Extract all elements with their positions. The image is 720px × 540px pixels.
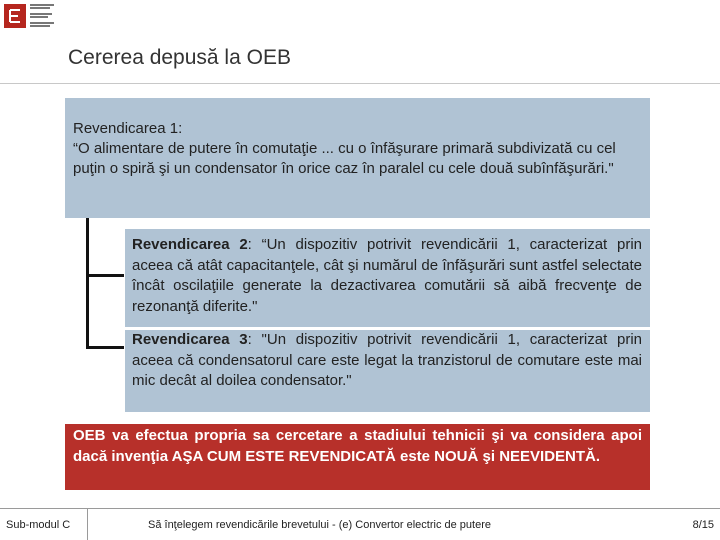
claim-2-box <box>125 229 650 327</box>
page-number: 8/15 <box>692 519 714 531</box>
epo-logo-text <box>30 4 54 27</box>
claim-2-text: “Un dispozitiv potrivit revendicării 1, caracterizat prin aceea că atât capacitanţele, cât şi numărul de înfăşurări sunt astfel selectate încât oscilaţiile generate la dezactivarea comutării să aibă frecvenţe de rezonanţă diferite." <box>132 236 642 315</box>
claim-3-box <box>125 330 650 412</box>
epo-logo <box>0 0 62 40</box>
title-divider <box>0 83 720 84</box>
claim-2-separator: : <box>247 236 262 253</box>
claim-1-text: “O alimentare de putere în comutaţie ... cu o înfăşurare primară subdivizată cu cel puţin o spiră şi un condensator în orice caz în paralel cu cele două subînfăşurări." <box>73 140 616 177</box>
footer-module: Sub-modul C <box>6 519 71 531</box>
epo-note-box <box>65 424 650 490</box>
tree-connector-vertical <box>86 218 89 347</box>
footer-separator <box>87 508 88 540</box>
claim-3-separator: : <box>247 331 262 348</box>
footer-divider <box>0 508 720 509</box>
claim-1-box <box>65 98 650 218</box>
claim-1-separator: : <box>178 120 183 137</box>
tree-connector-claim-3 <box>86 346 124 349</box>
claim-3-label: Revendicarea 3 <box>132 331 248 348</box>
page-title: Cererea depusă la OEB <box>68 46 291 69</box>
tree-connector-claim-2 <box>86 274 124 277</box>
epo-note-text: OEB va efectua propria sa cercetare a stadiului tehnicii şi va considera apoi dacă invenţia AŞA CUM ESTE REVENDICATĂ este NOUĂ şi NEEVIDENTĂ. <box>73 427 642 465</box>
footer-subtitle: Să înţelegem revendicările brevetului - (e) Convertor electric de putere <box>148 519 491 531</box>
claim-1-label: Revendicarea 1 <box>73 120 179 137</box>
epo-logo-mark-icon <box>4 4 26 28</box>
claim-2-label: Revendicarea 2 <box>132 236 248 253</box>
claim-3-text: "Un dispozitiv potrivit revendicării 1, caracterizat prin aceea că condensatorul care este legat la tranzistorul de comutare este mai mic decât al doilea condensator." <box>132 331 642 390</box>
